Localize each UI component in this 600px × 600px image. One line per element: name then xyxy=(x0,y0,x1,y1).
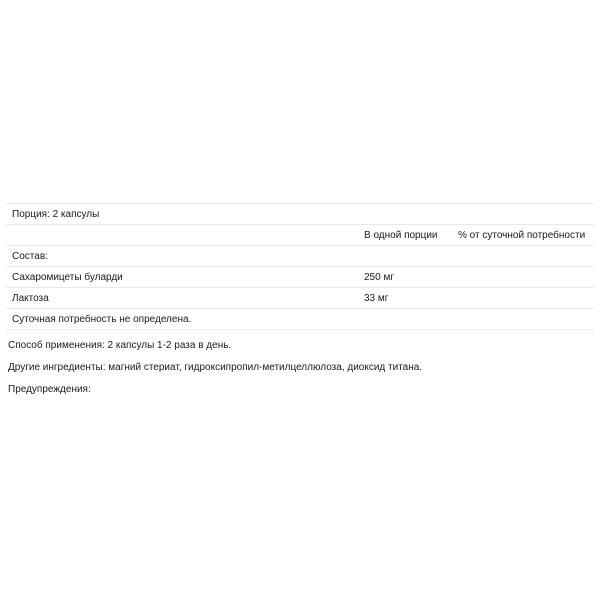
ingredient-name: Лактоза xyxy=(6,288,358,309)
header-empty-cell xyxy=(6,225,358,246)
serving-size-text: Порция: 2 капсулы xyxy=(6,204,594,225)
ingredient-amount: 33 мг xyxy=(358,288,452,309)
warnings-heading: Предупреждения: xyxy=(8,384,91,395)
ingredient-name: Сахаромицеты буларди xyxy=(6,267,358,288)
ingredient-row xyxy=(6,288,594,309)
other-ingredients: Другие ингредиенты: магний стериат, гидроксипропил-метилцеллюлоза, диоксид титана. xyxy=(8,362,423,373)
supplement-facts-table xyxy=(6,203,594,330)
ingredient-row xyxy=(6,267,594,288)
header-row xyxy=(6,225,594,246)
header-per-serving: В одной порции xyxy=(358,225,452,246)
footnote-row xyxy=(6,309,594,330)
ingredient-daily-value xyxy=(452,267,594,288)
daily-value-footnote: Суточная потребность не определена. xyxy=(6,309,594,330)
ingredient-amount: 250 мг xyxy=(358,267,452,288)
composition-row xyxy=(6,246,594,267)
ingredient-daily-value xyxy=(452,288,594,309)
header-daily-value: % от суточной потребности xyxy=(452,225,594,246)
usage-instructions: Способ применения: 2 капсулы 1-2 раза в день. xyxy=(8,340,232,351)
composition-label: Состав: xyxy=(6,246,594,267)
serving-row xyxy=(6,204,594,225)
